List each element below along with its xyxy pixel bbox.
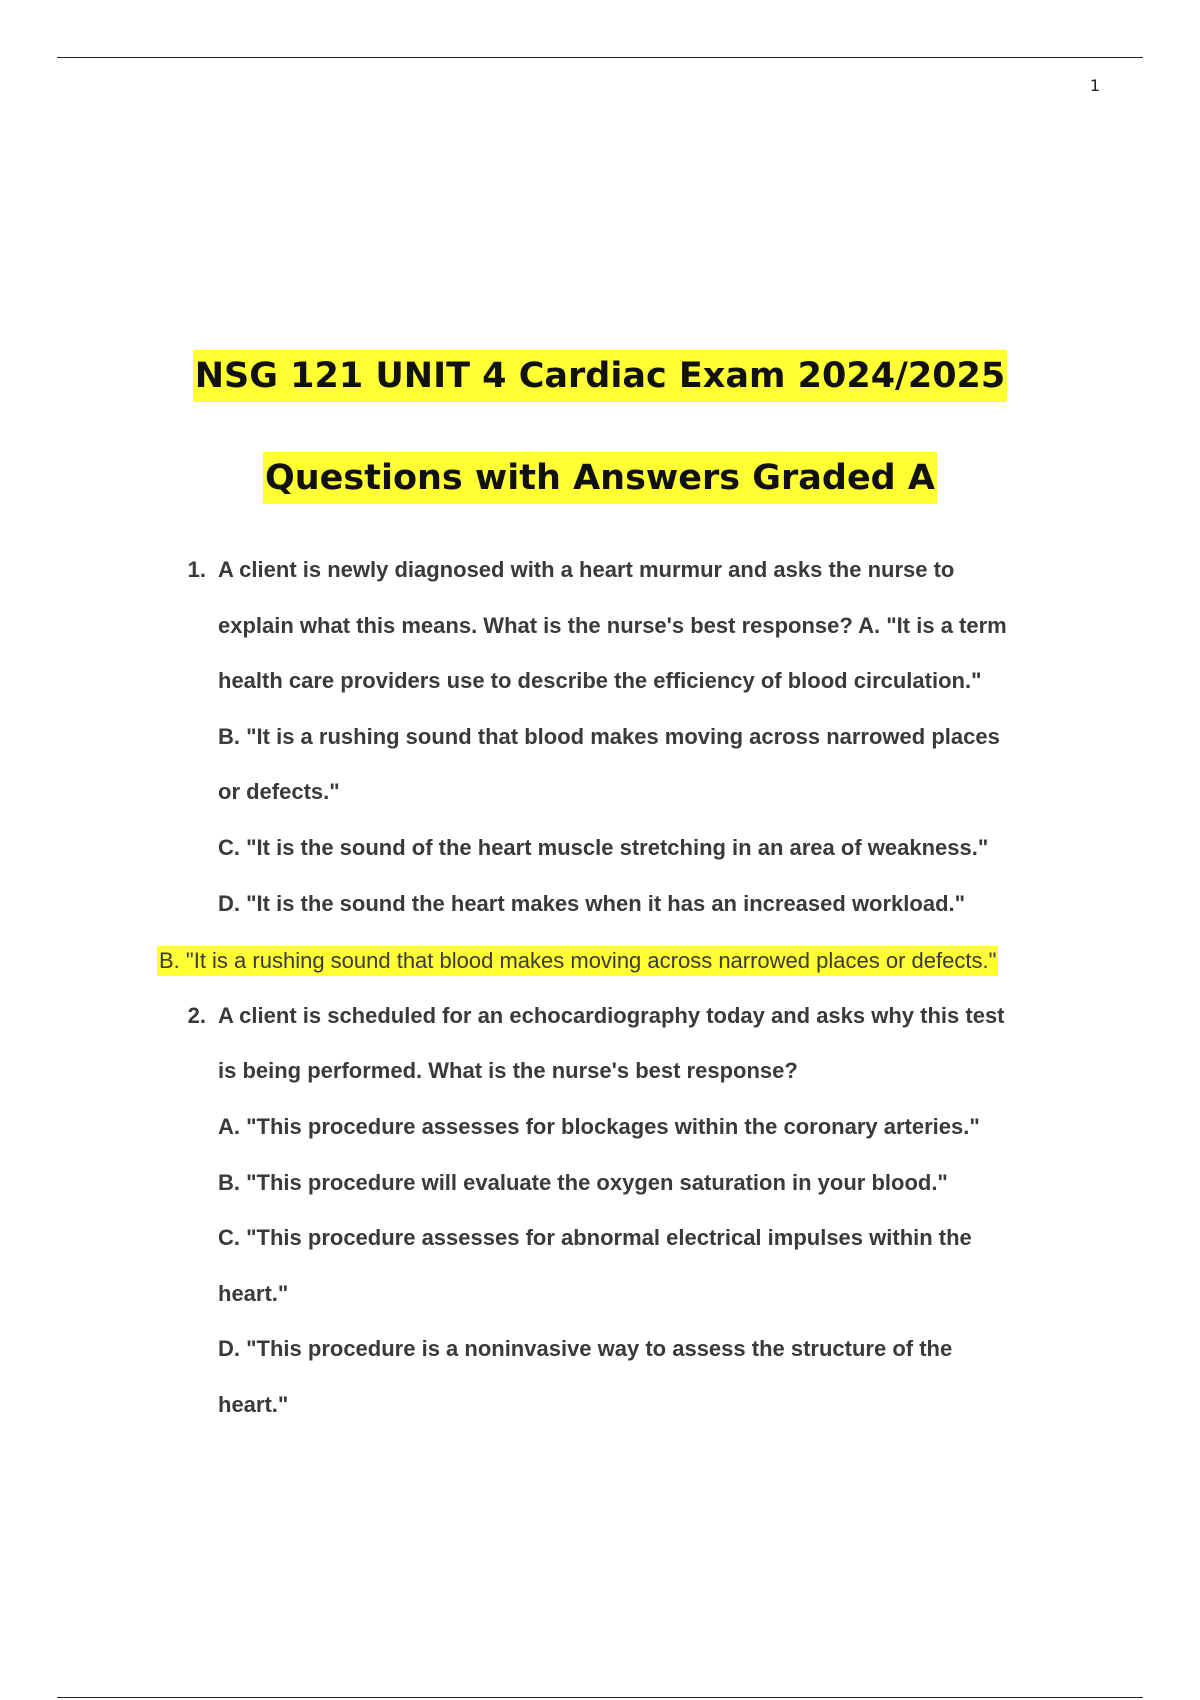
question-2-option-b: B. "This procedure will evaluate the oxygen saturation in your blood." bbox=[218, 1170, 948, 1195]
question-1-line: A client is newly diagnosed with a heart murmur and asks the nurse to bbox=[218, 557, 955, 582]
question-1-option-b: B. "It is a rushing sound that blood makes moving across narrowed places bbox=[218, 724, 1000, 749]
question-1-line: explain what this means. What is the nurse's best response? A. "It is a term bbox=[218, 613, 1007, 638]
question-2-option-d: D. "This procedure is a noninvasive way to assess the structure of the bbox=[218, 1336, 953, 1361]
question-1-option-b-cont: or defects." bbox=[218, 779, 340, 804]
question-2-option-c: C. "This procedure assesses for abnormal electrical impulses within the bbox=[218, 1225, 972, 1250]
question-1-option-d: D. "It is the sound the heart makes when it has an increased workload." bbox=[218, 891, 966, 916]
title-highlight-1: NSG 121 UNIT 4 Cardiac Exam 2024/2025 bbox=[193, 350, 1008, 402]
question-2-number: 2. bbox=[187, 1003, 206, 1028]
question-1-number: 1. bbox=[187, 557, 206, 582]
question-2-option-a: A. "This procedure assesses for blockages within the coronary arteries." bbox=[218, 1114, 980, 1139]
document-title-line-1 bbox=[0, 356, 1200, 396]
page-number: 1 bbox=[1089, 76, 1100, 95]
question-2-line: A client is scheduled for an echocardiography today and asks why this test bbox=[218, 1003, 1005, 1028]
question-2-option-d-cont: heart." bbox=[218, 1392, 289, 1417]
header-rule bbox=[57, 57, 1143, 58]
question-2-line: is being performed. What is the nurse's best response? bbox=[218, 1058, 798, 1083]
footer-rule bbox=[57, 1697, 1143, 1698]
question-1-answer: B. "It is a rushing sound that blood makes moving across narrowed places or defects." bbox=[157, 946, 998, 976]
document-title-line-2 bbox=[0, 458, 1200, 498]
question-2-option-c-cont: heart." bbox=[218, 1281, 289, 1306]
question-1-option-c: C. "It is the sound of the heart muscle stretching in an area of weakness." bbox=[218, 835, 989, 860]
question-1-line: health care providers use to describe the efficiency of blood circulation." bbox=[218, 668, 982, 693]
title-highlight-2: Questions with Answers Graded A bbox=[263, 452, 937, 504]
